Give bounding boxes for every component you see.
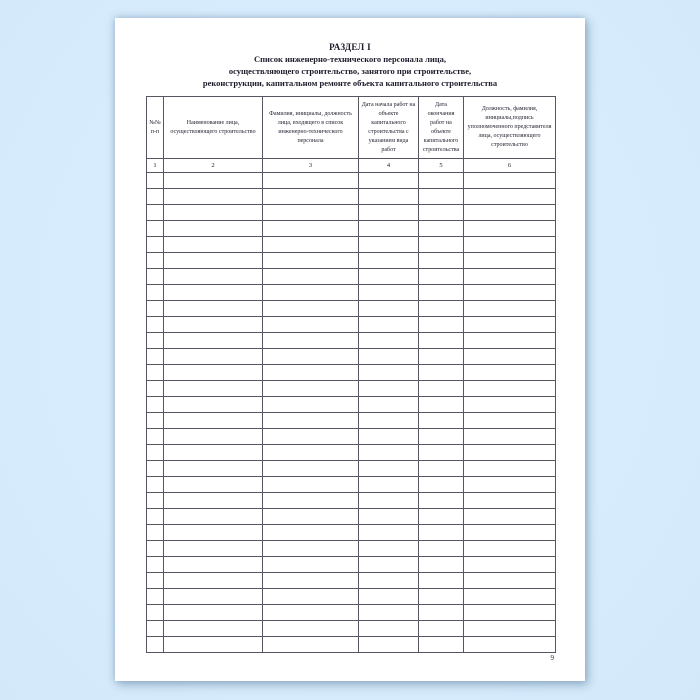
table-row (147, 317, 556, 333)
empty-cell (419, 429, 464, 445)
empty-cell (419, 349, 464, 365)
empty-cell (164, 301, 263, 317)
empty-cell (263, 445, 359, 461)
col-header-personnel-name: Фамилия, инициалы, должность лица, входящего в список инженерно-технического персонала (263, 97, 359, 159)
empty-cell (359, 365, 419, 381)
empty-cell (464, 541, 556, 557)
table-row (147, 173, 556, 189)
empty-cell (147, 381, 164, 397)
empty-cell (164, 205, 263, 221)
empty-cell (419, 461, 464, 477)
empty-cell (464, 237, 556, 253)
section-title: РАЗДЕЛ I (329, 42, 371, 52)
empty-cell (263, 317, 359, 333)
empty-cell (419, 637, 464, 653)
empty-cell (263, 301, 359, 317)
empty-cell (263, 189, 359, 205)
table-row (147, 237, 556, 253)
empty-cell (419, 205, 464, 221)
empty-cell (464, 317, 556, 333)
empty-cell (359, 509, 419, 525)
empty-cell (419, 365, 464, 381)
empty-cell (263, 365, 359, 381)
title-line-1: Список инженерно-технического персонала лица, (253, 54, 447, 64)
empty-cell (164, 573, 263, 589)
table-row (147, 333, 556, 349)
empty-cell (359, 589, 419, 605)
empty-cell (359, 477, 419, 493)
col-header-number: №№ п-п (147, 97, 164, 159)
empty-cell (359, 541, 419, 557)
empty-cell (359, 637, 419, 653)
empty-cell (359, 461, 419, 477)
empty-cell (464, 413, 556, 429)
empty-cell (164, 621, 263, 637)
table-row (147, 605, 556, 621)
empty-cell (147, 333, 164, 349)
empty-cell (464, 509, 556, 525)
column-number-row (147, 159, 556, 173)
empty-cell (147, 589, 164, 605)
empty-cell (164, 509, 263, 525)
empty-cell (263, 285, 359, 301)
col-header-builder-name: Наименование лица, осуществляющего строительство (164, 97, 263, 159)
empty-cell (147, 349, 164, 365)
table-row (147, 301, 556, 317)
empty-cell (147, 189, 164, 205)
empty-cell (263, 413, 359, 429)
table-body (147, 173, 556, 653)
table-header-row (147, 97, 556, 159)
table-row (147, 285, 556, 301)
table-row (147, 397, 556, 413)
empty-cell (464, 349, 556, 365)
empty-cell (164, 637, 263, 653)
empty-cell (359, 573, 419, 589)
empty-cell (263, 509, 359, 525)
empty-cell (359, 349, 419, 365)
empty-cell (359, 413, 419, 429)
empty-cell (147, 397, 164, 413)
empty-cell (147, 525, 164, 541)
empty-cell (419, 477, 464, 493)
empty-cell (419, 221, 464, 237)
empty-cell (419, 445, 464, 461)
empty-cell (147, 445, 164, 461)
empty-cell (419, 237, 464, 253)
empty-cell (464, 461, 556, 477)
empty-cell (419, 557, 464, 573)
empty-cell (464, 269, 556, 285)
empty-cell (419, 573, 464, 589)
column-number: 3 (263, 159, 359, 173)
empty-cell (147, 461, 164, 477)
empty-cell (359, 557, 419, 573)
empty-cell (419, 397, 464, 413)
empty-cell (419, 269, 464, 285)
empty-cell (164, 413, 263, 429)
empty-cell (419, 381, 464, 397)
empty-cell (464, 605, 556, 621)
empty-cell (147, 509, 164, 525)
empty-cell (419, 333, 464, 349)
empty-cell (419, 525, 464, 541)
table-row (147, 205, 556, 221)
empty-cell (263, 221, 359, 237)
empty-cell (464, 493, 556, 509)
empty-cell (164, 445, 263, 461)
empty-cell (164, 397, 263, 413)
empty-cell (164, 493, 263, 509)
empty-cell (147, 301, 164, 317)
table-row (147, 637, 556, 653)
table-row (147, 221, 556, 237)
empty-cell (464, 477, 556, 493)
empty-cell (464, 189, 556, 205)
empty-cell (147, 493, 164, 509)
empty-cell (147, 637, 164, 653)
empty-cell (164, 285, 263, 301)
empty-cell (263, 429, 359, 445)
empty-cell (359, 429, 419, 445)
column-number: 1 (147, 159, 164, 173)
empty-cell (419, 301, 464, 317)
empty-cell (359, 445, 419, 461)
empty-cell (464, 253, 556, 269)
page-number: 9 (550, 654, 554, 662)
empty-cell (419, 413, 464, 429)
empty-cell (263, 493, 359, 509)
empty-cell (164, 365, 263, 381)
empty-cell (263, 269, 359, 285)
empty-cell (464, 301, 556, 317)
empty-cell (359, 397, 419, 413)
empty-cell (263, 477, 359, 493)
empty-cell (419, 493, 464, 509)
empty-cell (419, 589, 464, 605)
empty-cell (164, 605, 263, 621)
empty-cell (464, 365, 556, 381)
empty-cell (464, 285, 556, 301)
empty-cell (359, 189, 419, 205)
empty-cell (164, 221, 263, 237)
empty-cell (164, 381, 263, 397)
empty-cell (147, 285, 164, 301)
empty-cell (263, 525, 359, 541)
empty-cell (263, 397, 359, 413)
column-number: 5 (419, 159, 464, 173)
empty-cell (147, 221, 164, 237)
empty-cell (464, 397, 556, 413)
col-header-end-date: Дата окончания работ на объекте капитального строительства (419, 97, 464, 159)
empty-cell (147, 621, 164, 637)
empty-cell (164, 189, 263, 205)
table-row (147, 557, 556, 573)
empty-cell (359, 525, 419, 541)
empty-cell (419, 541, 464, 557)
table-row (147, 525, 556, 541)
empty-cell (359, 301, 419, 317)
table-row (147, 589, 556, 605)
empty-cell (359, 381, 419, 397)
table-row (147, 493, 556, 509)
table-row (147, 269, 556, 285)
empty-cell (164, 477, 263, 493)
empty-cell (147, 605, 164, 621)
empty-cell (147, 317, 164, 333)
empty-cell (164, 349, 263, 365)
empty-cell (164, 269, 263, 285)
empty-cell (263, 253, 359, 269)
empty-cell (464, 333, 556, 349)
empty-cell (147, 477, 164, 493)
empty-cell (164, 589, 263, 605)
empty-cell (359, 173, 419, 189)
empty-cell (359, 237, 419, 253)
empty-cell (263, 557, 359, 573)
empty-cell (464, 525, 556, 541)
empty-cell (263, 573, 359, 589)
empty-cell (359, 493, 419, 509)
empty-cell (464, 381, 556, 397)
empty-cell (263, 381, 359, 397)
empty-cell (419, 189, 464, 205)
empty-cell (147, 173, 164, 189)
empty-cell (164, 557, 263, 573)
empty-cell (263, 605, 359, 621)
empty-cell (147, 365, 164, 381)
table-row (147, 541, 556, 557)
empty-cell (464, 205, 556, 221)
empty-cell (147, 237, 164, 253)
table-row (147, 253, 556, 269)
table-row (147, 621, 556, 637)
empty-cell (147, 573, 164, 589)
empty-cell (263, 349, 359, 365)
table-row (147, 189, 556, 205)
table-row (147, 477, 556, 493)
empty-cell (359, 621, 419, 637)
empty-cell (147, 429, 164, 445)
title-line-3: реконструкции, капитальном ремонте объекта капитального строительства (202, 78, 498, 88)
empty-cell (419, 173, 464, 189)
empty-cell (419, 509, 464, 525)
empty-cell (464, 589, 556, 605)
empty-cell (359, 285, 419, 301)
table-row (147, 365, 556, 381)
table-row (147, 573, 556, 589)
empty-cell (359, 605, 419, 621)
empty-cell (263, 173, 359, 189)
empty-cell (359, 253, 419, 269)
title-line-2: осуществляющего строительство, занятого при строительстве, (228, 66, 472, 76)
empty-cell (419, 621, 464, 637)
empty-cell (164, 333, 263, 349)
empty-cell (419, 317, 464, 333)
personnel-table (146, 96, 556, 653)
empty-cell (164, 525, 263, 541)
empty-cell (464, 429, 556, 445)
empty-cell (263, 237, 359, 253)
empty-cell (263, 333, 359, 349)
empty-cell (164, 237, 263, 253)
col-header-start-date: Дата начала работ на объекте капитального строительства с указанием вида работ (359, 97, 419, 159)
empty-cell (464, 173, 556, 189)
table-row (147, 429, 556, 445)
col-header-representative: Должность, фамилия, инициалы,подпись уполномоченного представителя лица, осуществляющего строительство (464, 97, 556, 159)
empty-cell (419, 285, 464, 301)
document-page (115, 18, 585, 681)
empty-cell (359, 269, 419, 285)
empty-cell (147, 253, 164, 269)
empty-cell (263, 205, 359, 221)
empty-cell (464, 445, 556, 461)
empty-cell (263, 637, 359, 653)
empty-cell (419, 605, 464, 621)
empty-cell (164, 541, 263, 557)
table-row (147, 413, 556, 429)
table-row (147, 381, 556, 397)
empty-cell (359, 333, 419, 349)
empty-cell (419, 253, 464, 269)
document-title-block (115, 18, 585, 89)
empty-cell (263, 541, 359, 557)
empty-cell (263, 461, 359, 477)
empty-cell (147, 541, 164, 557)
empty-cell (164, 429, 263, 445)
empty-cell (464, 573, 556, 589)
empty-cell (359, 221, 419, 237)
empty-cell (147, 413, 164, 429)
empty-cell (164, 173, 263, 189)
empty-cell (464, 637, 556, 653)
empty-cell (464, 621, 556, 637)
empty-cell (164, 253, 263, 269)
column-number: 4 (359, 159, 419, 173)
empty-cell (263, 621, 359, 637)
empty-cell (164, 317, 263, 333)
table-row (147, 349, 556, 365)
empty-cell (147, 557, 164, 573)
empty-cell (147, 205, 164, 221)
empty-cell (147, 269, 164, 285)
column-number: 6 (464, 159, 556, 173)
empty-cell (359, 317, 419, 333)
column-number: 2 (164, 159, 263, 173)
empty-cell (164, 461, 263, 477)
table-row (147, 461, 556, 477)
table-row (147, 445, 556, 461)
empty-cell (464, 557, 556, 573)
empty-cell (464, 221, 556, 237)
empty-cell (359, 205, 419, 221)
empty-cell (263, 589, 359, 605)
table-row (147, 509, 556, 525)
